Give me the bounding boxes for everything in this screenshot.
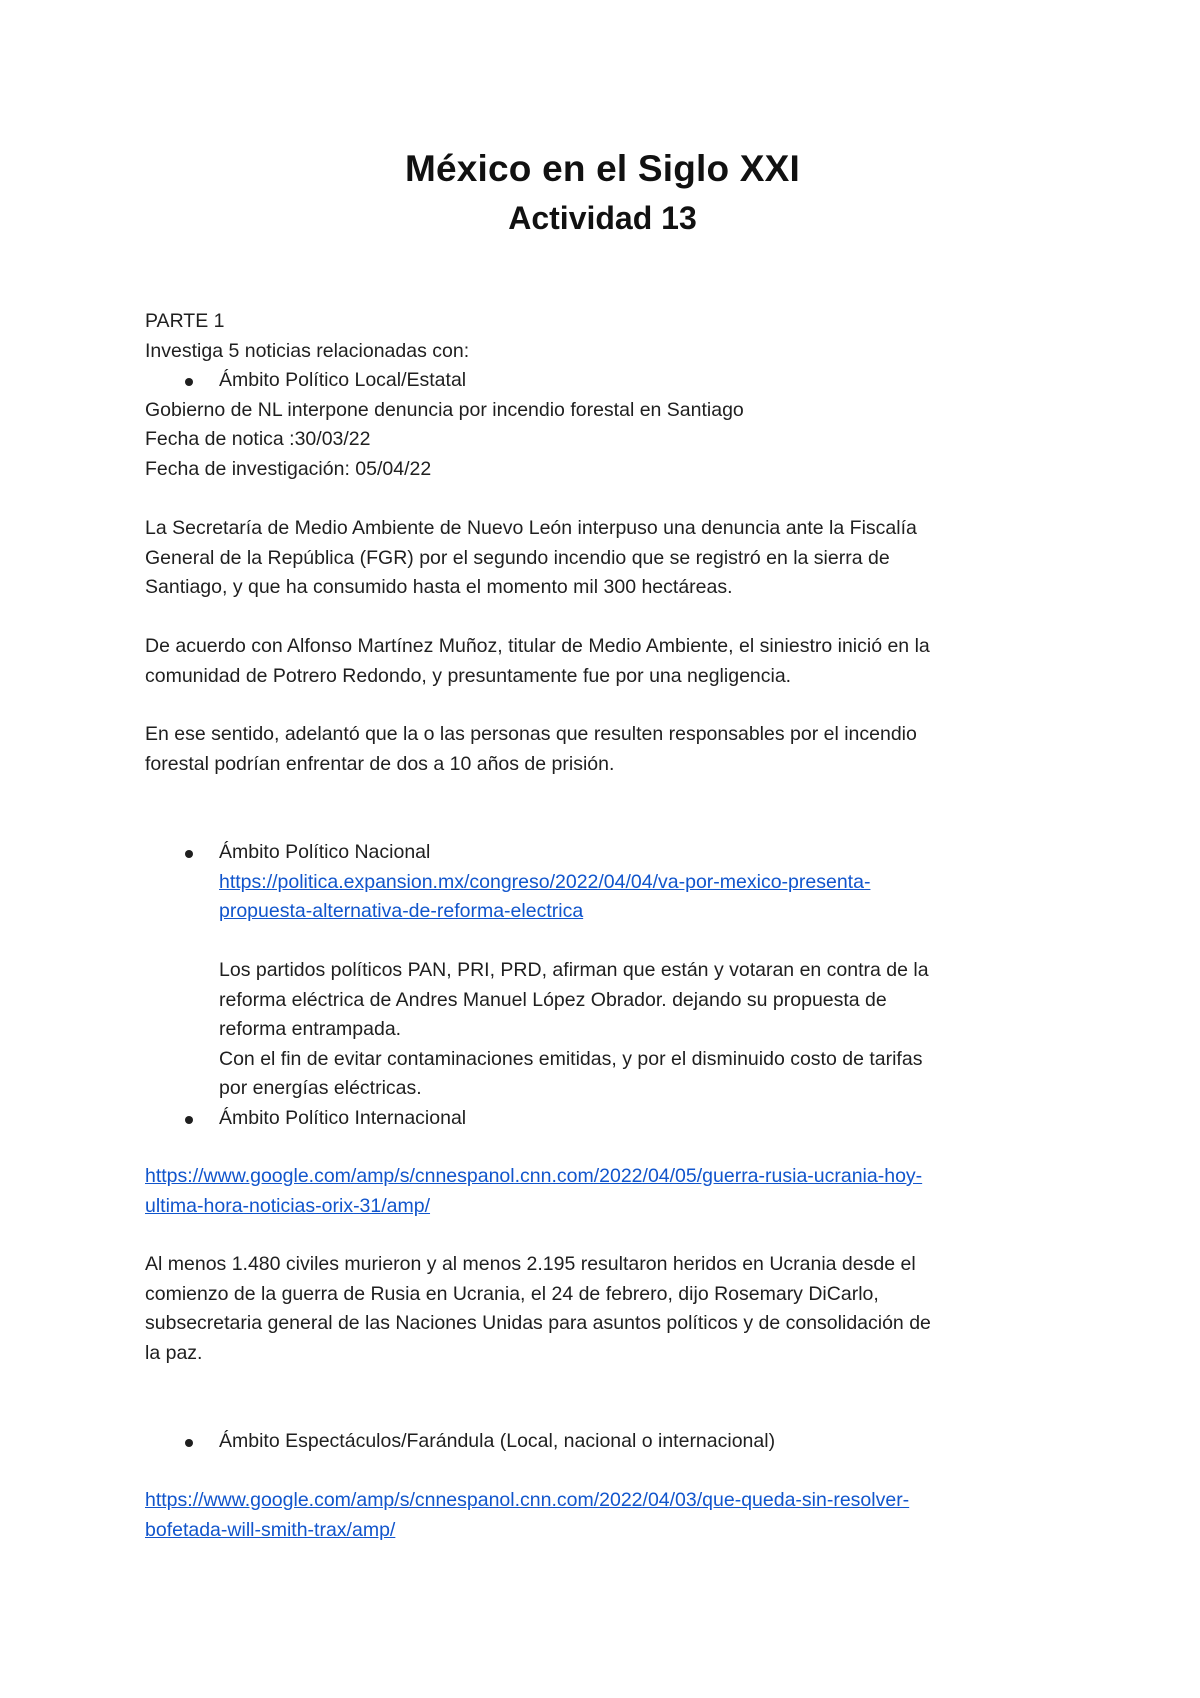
local-paragraph-2 bbox=[145, 632, 1060, 691]
paragraph-line: En ese sentido, adelantó que la o las personas que resulten responsables por el incendio bbox=[145, 723, 917, 745]
paragraph-line: la paz. bbox=[145, 1341, 203, 1364]
link-line[interactable]: propuesta-alternativa-de-reforma-electrica bbox=[219, 900, 584, 922]
national-link-continued[interactable] bbox=[145, 897, 1060, 927]
news-headline: Gobierno de NL interpone denuncia por incendio forestal en Santiago bbox=[145, 398, 744, 421]
paragraph-line: Al menos 1.480 civiles murieron y al menos 2.195 resultaron heridos en Ucrania desde el bbox=[145, 1253, 916, 1275]
document-title: México en el Siglo XXI bbox=[404, 148, 801, 189]
paragraph-line: forestal podrían enfrentar de dos a 10 años de prisión. bbox=[145, 752, 615, 775]
local-paragraph-1 bbox=[145, 514, 1060, 603]
part1-block bbox=[145, 307, 1060, 484]
research-date: Fecha de investigación: 05/04/22 bbox=[145, 457, 432, 480]
bullet-dot-icon bbox=[185, 1439, 193, 1447]
national-section bbox=[145, 838, 1060, 1133]
entertainment-link-block bbox=[145, 1486, 1060, 1545]
paragraph-line: reforma eléctrica de Andres Manuel López Obrador. dejando su propuesta de bbox=[219, 988, 887, 1011]
bullet-dot-icon bbox=[185, 850, 193, 858]
paragraph-line: General de la República (FGR) por el segundo incendio que se registró en la sierra de bbox=[145, 546, 890, 569]
entertainment-link-continued[interactable] bbox=[145, 1516, 1060, 1546]
paragraph-line: De acuerdo con Alfonso Martínez Muñoz, titular de Medio Ambiente, el siniestro inició en la bbox=[145, 635, 930, 657]
paragraph-line: comunidad de Potrero Redondo, y presuntamente fue por una negligencia. bbox=[145, 664, 792, 687]
paragraph-line: Con el fin de evitar contaminaciones emitidas, y por el disminuido costo de tarifas bbox=[219, 1047, 923, 1070]
bullet-international-political bbox=[145, 1104, 1060, 1134]
paragraph-line: reforma entrampada. bbox=[219, 1018, 402, 1040]
paragraph-line: subsecretaria general de las Naciones Unidas para asuntos políticos y de consolidación de bbox=[145, 1312, 931, 1334]
bullet-label: Ámbito Político Nacional bbox=[219, 841, 431, 863]
bullet-dot-icon bbox=[185, 378, 193, 386]
local-paragraph-3 bbox=[145, 720, 1060, 779]
entertainment-link[interactable] bbox=[145, 1486, 1060, 1516]
document-subtitle: Actividad 13 bbox=[508, 200, 697, 236]
international-link-block bbox=[145, 1162, 1060, 1221]
bullet-local-political bbox=[145, 366, 1060, 396]
bullet-label: Ámbito Político Local/Estatal bbox=[219, 369, 467, 391]
bullet-national-political bbox=[145, 838, 1060, 868]
link-line[interactable]: ultima-hora-noticias-orix-31/amp/ bbox=[145, 1194, 431, 1217]
link-line[interactable]: https://www.google.com/amp/s/cnnespanol.cnn.com/2022/04/03/que-queda-sin-resolver- bbox=[145, 1489, 910, 1511]
paragraph-line: Santiago, y que ha consumido hasta el momento mil 300 hectáreas. bbox=[145, 576, 733, 598]
bullet-dot-icon bbox=[185, 1116, 193, 1124]
national-link[interactable] bbox=[145, 868, 1060, 898]
link-line[interactable]: https://www.google.com/amp/s/cnnespanol.cnn.com/2022/04/05/guerra-rusia-ucrania-hoy- bbox=[145, 1165, 923, 1187]
paragraph-line: comienzo de la guerra de Rusia en Ucrania, el 24 de febrero, dijo Rosemary DiCarlo, bbox=[145, 1282, 879, 1305]
paragraph-line: por energías eléctricas. bbox=[219, 1077, 422, 1099]
international-link-continued[interactable] bbox=[145, 1192, 1060, 1222]
international-paragraph bbox=[145, 1250, 1060, 1368]
document-page bbox=[145, 0, 1060, 1698]
paragraph-line: La Secretaría de Medio Ambiente de Nuevo León interpuso una denuncia ante la Fiscalía bbox=[145, 517, 917, 539]
paragraph-line: Los partidos políticos PAN, PRI, PRD, afirman que están y votaran en contra de la bbox=[219, 959, 929, 981]
international-link[interactable] bbox=[145, 1162, 1060, 1192]
bullet-label: Ámbito Espectáculos/Farándula (Local, nacional o internacional) bbox=[219, 1430, 776, 1452]
part-heading: PARTE 1 bbox=[145, 310, 225, 332]
part-instruction: Investiga 5 noticias relacionadas con: bbox=[145, 339, 470, 362]
news-date: Fecha de notica :30/03/22 bbox=[145, 428, 371, 450]
bullet-label: Ámbito Político Internacional bbox=[219, 1106, 467, 1129]
link-line[interactable]: https://politica.expansion.mx/congreso/2022/04/04/va-por-mexico-presenta- bbox=[219, 870, 871, 893]
entertainment-section bbox=[145, 1427, 1060, 1457]
spacer bbox=[145, 927, 1060, 957]
bullet-entertainment bbox=[145, 1427, 1060, 1457]
link-line[interactable]: bofetada-will-smith-trax/amp/ bbox=[145, 1518, 396, 1541]
